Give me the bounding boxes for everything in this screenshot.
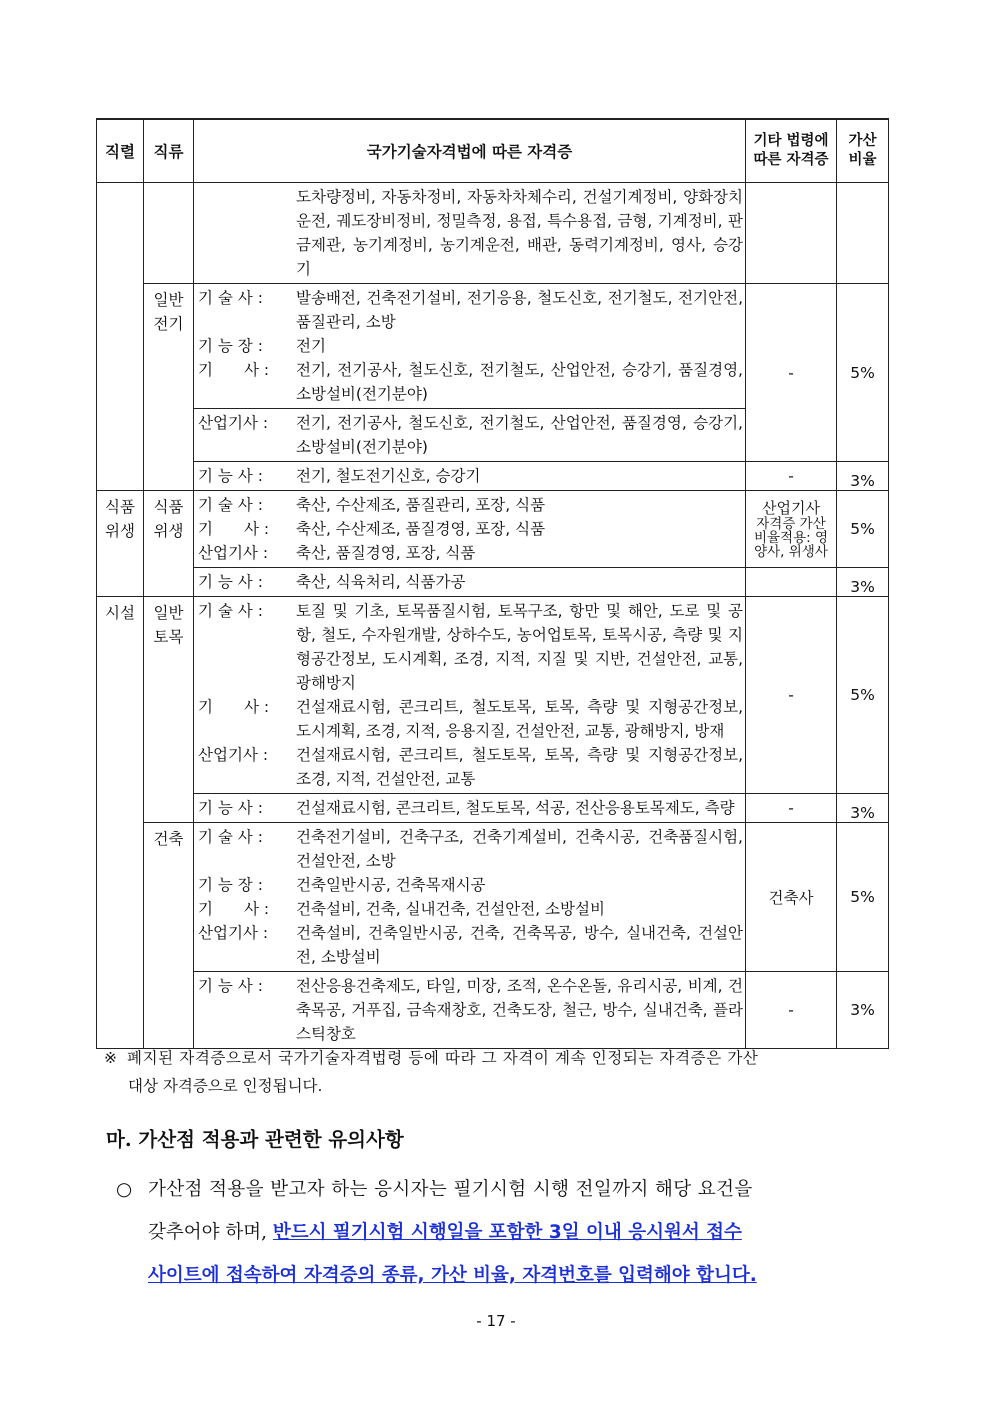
cert-cell: 산업기사 : 전기, 전기공사, 철도신호, 전기철도, 산업안전, 품질경영, 승강기, 소방설비(전기분야) [194, 409, 746, 462]
other-cert-cell: - [746, 794, 837, 823]
rate-cell [837, 183, 889, 284]
cert-cell: 기 능 사 : 건설재료시험, 콘크리트, 철도토목, 석공, 전산응용토목제도, 측량 [194, 794, 746, 823]
rate-cell: 5% [837, 284, 889, 462]
footnote [104, 1044, 900, 1100]
bullet-icon: ○ [116, 1179, 133, 1200]
table-row [97, 972, 889, 1049]
other-cert-cell: 건축사 [746, 823, 837, 972]
other-cert-cell: - [746, 462, 837, 491]
rate-cell: 3% [837, 462, 889, 491]
para-line2: 갖추어야 하며, 반드시 필기시험 시행일을 포함한 3일 이내 응시원서 접수 [148, 1222, 742, 1243]
table-row [97, 491, 889, 568]
header-jikryu: 직류 [144, 119, 194, 183]
para-line3 [116, 1254, 900, 1297]
cert-cell: 기 능 사 : 전기, 철도전기신호, 승강기 [194, 462, 746, 491]
para-line1: 가산점 적용을 받고자 하는 응시자는 필기시험 시행 전일까지 해당 요건을 [148, 1179, 753, 1200]
table-row [97, 823, 889, 972]
cert-cell: 기 술 사 : 발송배전, 건축전기설비, 전기응용, 철도신호, 전기철도, 전기안전, 품질관리, 소방 기 능 장 : 전기 기 사 : 전기, 전기공사, 철도신호, 전기철도, 산업안전, 승강기, 품질경영, 소방설비(전기분야) [194, 284, 746, 409]
qualification-table [96, 118, 889, 1049]
other-cert-cell [746, 568, 837, 597]
cert-cell: 기 술 사 : 토질 및 기초, 토목품질시험, 토목구조, 항만 및 해안, 도로 및 공항, 철도, 수자원개발, 상하수도, 농어업토목, 토목시공, 측량 및 지형공간정보, 도시계획, 조경, 지적, 지질 및 지반, 건설안전, 교통, 광해방지 기 사 : 건설재료시험, 콘크리트, 철도토목, 토목, 측량 및 지형공간정보, 도시계획, 조경, 지적, 응용지질, 건설안전, 교통, 광해방지, 방재 산업기사 : 건설재료시험, 콘크리트, 철도토목, 토목, 측량 및 지형공간정보, 조경, 지적, 건설안전, 교통 [194, 597, 746, 794]
jikryu-cell-empty [144, 183, 194, 284]
header-other-cert: 기타 법령에 따른 자격증 [746, 119, 837, 183]
cert-cell: 기 능 사 : 축산, 식육처리, 식품가공 [194, 568, 746, 597]
rate-cell: 3% [837, 794, 889, 823]
table-row [97, 462, 889, 491]
cert-cell: 기 술 사 : 축산, 수산제조, 품질관리, 포장, 식품 기 사 : 축산, 수산제조, 품질경영, 포장, 식품 산업기사 : 축산, 품질경영, 포장, 식품 [194, 491, 746, 568]
rate-cell: 5% [837, 823, 889, 972]
section-title: 마. 가산점 적용과 관련한 유의사항 [106, 1128, 404, 1151]
note-mark: ※ [104, 1049, 117, 1067]
jikryeol-facility: 시설 [97, 597, 144, 1049]
jikryu-food: 식품 위생 [144, 491, 194, 597]
emphasis-text: 사이트에 접속하여 자격증의 종류, 가산 비율, 자격번호를 입력해야 합니다. [148, 1265, 757, 1286]
jikryu-architecture: 건축 [144, 823, 194, 1049]
rate-cell: 5% [837, 491, 889, 568]
other-cert-cell: 산업기사 자격증 가산 비율적용: 영 양사, 위생사 [746, 491, 837, 568]
cert-cell: 도차량정비, 자동차정비, 자동차차체수리, 건설기계정비, 양화장치운전, 궤도장비정비, 정밀측정, 용접, 특수용접, 금형, 기계정비, 판금제관, 농기계정비, 농기계운전, 배관, 동력기계정비, 영사, 승강기 [194, 183, 746, 284]
table-row [97, 597, 889, 794]
other-cert-cell: - [746, 972, 837, 1049]
table-row [97, 794, 889, 823]
table-row [97, 284, 889, 409]
emphasis-text: 반드시 필기시험 시행일을 포함한 3일 이내 응시원서 접수 [272, 1222, 742, 1243]
notice-paragraph [116, 1168, 900, 1297]
rate-cell: 5% [837, 597, 889, 794]
jikryu-civil: 일반 토목 [144, 597, 194, 823]
other-cert-cell [746, 183, 837, 284]
table-header-row [97, 119, 889, 183]
rate-cell: 3% [837, 568, 889, 597]
table-row [97, 568, 889, 597]
jikryeol-cell-empty [97, 183, 144, 491]
jikryu-general-electric: 일반 전기 [144, 284, 194, 491]
jikryeol-food: 식품 위생 [97, 491, 144, 597]
page-number: - 17 - [476, 1312, 516, 1330]
other-cert-cell: - [746, 597, 837, 794]
header-jikryeol: 직렬 [97, 119, 144, 183]
rate-cell: 3% [837, 972, 889, 1049]
note-line1: 폐지된 자격증으로서 국가기술자격법령 등에 따라 그 자격이 계속 인정되는 자격증은 가산 [127, 1049, 759, 1067]
cert-cell: 기 술 사 : 건축전기설비, 건축구조, 건축기계설비, 건축시공, 건축품질시험, 건설안전, 소방 기 능 장 : 건축일반시공, 건축목재시공 기 사 : 건축설비, 건축, 실내건축, 건설안전, 소방설비 산업기사 : 건축설비, 건축일반시공, 건축, 건축목공, 방수, 실내건축, 건설안전, 소방설비 [194, 823, 746, 972]
other-cert-cell: - [746, 284, 837, 462]
cert-cell: 기 능 사 : 전산응용건축제도, 타일, 미장, 조적, 온수온돌, 유리시공, 비계, 건축목공, 거푸집, 금속재창호, 건축도장, 철근, 방수, 실내건축, 플라스틱창호 [194, 972, 746, 1049]
table-row [97, 183, 889, 284]
header-rate: 가산 비율 [837, 119, 889, 183]
note-line2: 대상 자격증으로 인정됩니다. [128, 1077, 323, 1095]
header-national-cert: 국가기술자격법에 따른 자격증 [194, 119, 746, 183]
